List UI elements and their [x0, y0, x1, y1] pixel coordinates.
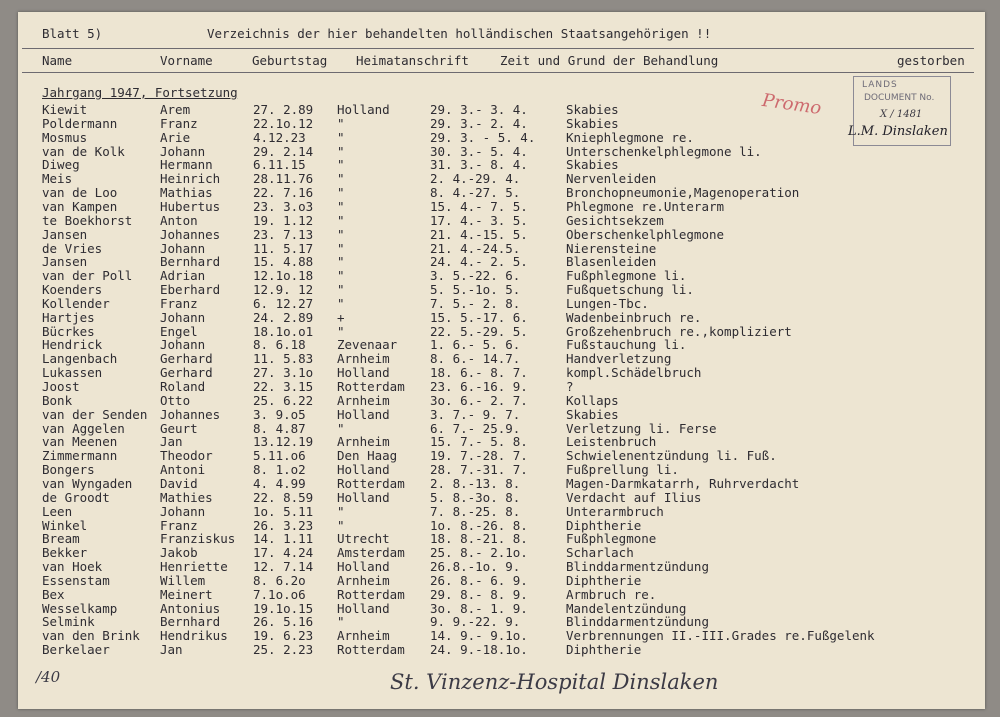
row-heimat: + — [337, 309, 345, 325]
row-heimat: " — [337, 115, 345, 131]
row-grund: Unterschenkelphlegmone li. — [566, 143, 762, 159]
row-grund: Verbrennungen II.-III.Grades re.Fußgelenk — [566, 628, 875, 644]
row-name: Leen — [42, 503, 73, 519]
row-grund: Großzehenbruch re.,kompliziert — [566, 323, 792, 339]
row-zeit: 7. 5.- 2. 8. — [430, 295, 521, 311]
row-grund: Skabies — [566, 157, 619, 173]
row-heimat: " — [337, 420, 345, 436]
row-zeit: 3o. 6.- 2. 7. — [430, 392, 528, 408]
row-vorname: Johann — [160, 503, 206, 519]
row-vorname: Franz — [160, 115, 198, 131]
row-geburtstag: 19. 6.23 — [253, 628, 314, 644]
row-vorname: Adrian — [160, 268, 206, 284]
row-zeit: 29. 3.- 3. 4. — [430, 102, 528, 117]
row-grund: Armbruch re. — [566, 586, 657, 602]
row-vorname: Franziskus — [160, 531, 236, 547]
row-name: Bekker — [42, 545, 88, 561]
row-geburtstag: 4.12.23 — [253, 129, 306, 145]
row-heimat: " — [337, 254, 345, 270]
row-grund: Magen-Darmkatarrh, Ruhrverdacht — [566, 475, 800, 491]
row-heimat: Rotterdam — [337, 586, 405, 602]
row-name: van Meenen — [42, 434, 118, 450]
row-vorname: Engel — [160, 323, 198, 339]
row-geburtstag: 11. 5.17 — [253, 240, 314, 256]
row-name: Bex — [42, 586, 65, 602]
row-zeit: 29. 3. - 5. 4. — [430, 129, 536, 145]
row-zeit: 28. 7.-31. 7. — [430, 462, 528, 478]
row-heimat: " — [337, 517, 345, 533]
row-zeit: 15. 5.-17. 6. — [430, 309, 528, 325]
row-grund: Skabies — [566, 115, 619, 131]
row-zeit: 5. 8.-3o. 8. — [430, 489, 521, 505]
row-heimat: " — [337, 171, 345, 187]
col-header-zeit-grund: Zeit und Grund der Behandlung — [500, 53, 719, 68]
row-geburtstag: 19.1o.15 — [253, 600, 314, 616]
row-name: Bream — [42, 531, 80, 547]
row-zeit: 24. 4.- 2. 5. — [430, 254, 528, 270]
row-vorname: Geurt — [160, 420, 198, 436]
row-vorname: Hendrikus — [160, 628, 228, 644]
row-name: van de Loo — [42, 185, 118, 201]
row-grund: Lungen-Tbc. — [566, 295, 649, 311]
row-name: Mosmus — [42, 129, 88, 145]
row-vorname: Gerhard — [160, 365, 213, 381]
row-geburtstag: 8. 6.2o — [253, 572, 306, 588]
row-geburtstag: 22. 7.16 — [253, 185, 314, 201]
row-geburtstag: 22. 3.15 — [253, 379, 314, 394]
row-geburtstag: 24. 2.89 — [253, 309, 314, 325]
row-grund: Nierensteine — [566, 240, 657, 256]
row-zeit: 23. 6.-16. 9. — [430, 379, 528, 394]
row-geburtstag: 18.1o.o1 — [253, 323, 314, 339]
row-zeit: 9. 9.-22. 9. — [430, 614, 521, 630]
row-heimat: " — [337, 323, 345, 339]
row-geburtstag: 23. 7.13 — [253, 226, 314, 242]
row-heimat: " — [337, 295, 345, 311]
row-zeit: 14. 9.- 9.1o. — [430, 628, 528, 644]
row-grund: Fußphlegmone — [566, 531, 657, 547]
row-grund: Fußphlegmone li. — [566, 268, 687, 284]
row-heimat: " — [337, 157, 345, 173]
row-name: Bonk — [42, 392, 73, 408]
row-name: van den Brink — [42, 628, 140, 644]
row-grund: Skabies — [566, 102, 619, 117]
row-heimat: " — [337, 226, 345, 242]
row-heimat: Holland — [337, 365, 390, 381]
row-name: Bücrkes — [42, 323, 95, 339]
row-name: van Aggelen — [42, 420, 125, 436]
row-zeit: 2. 8.-13. 8. — [430, 475, 521, 491]
row-vorname: Arem — [160, 102, 191, 117]
col-header-gestorben: gestorben — [897, 53, 965, 68]
row-grund: Schwielenentzündung li. Fuß. — [566, 448, 777, 464]
row-name: Selmink — [42, 614, 95, 630]
row-geburtstag: 12.1o.18 — [253, 268, 314, 284]
row-vorname: Roland — [160, 379, 206, 394]
row-zeit: 21. 4.-15. 5. — [430, 226, 528, 242]
row-vorname: Franz — [160, 517, 198, 533]
row-zeit: 24. 9.-18.1o. — [430, 642, 528, 658]
row-vorname: Antonius — [160, 600, 221, 616]
row-heimat: Rotterdam — [337, 475, 405, 491]
row-vorname: Meinert — [160, 586, 213, 602]
row-vorname: Heinrich — [160, 171, 221, 187]
col-header-geburtstag: Geburtstag — [252, 53, 328, 68]
row-name: Jansen — [42, 226, 88, 242]
row-grund: kompl.Schädelbruch — [566, 365, 702, 381]
row-zeit: 21. 4.-24.5. — [430, 240, 521, 256]
row-geburtstag: 6.11.15 — [253, 157, 306, 173]
row-vorname: Willem — [160, 572, 206, 588]
row-geburtstag: 25. 6.22 — [253, 392, 314, 408]
document-title: Verzeichnis der hier behandelten holländischen Staatsangehörigen !! — [207, 26, 712, 41]
row-heimat: Zevenaar — [337, 337, 398, 353]
row-geburtstag: 4. 4.99 — [253, 475, 306, 491]
row-heimat: Holland — [337, 489, 390, 505]
row-geburtstag: 17. 4.24 — [253, 545, 314, 561]
row-name: Essenstam — [42, 572, 110, 588]
row-grund: Blinddarmentzündung — [566, 614, 709, 630]
row-geburtstag: 1o. 5.11 — [253, 503, 314, 519]
row-zeit: 19. 7.-28. 7. — [430, 448, 528, 464]
row-zeit: 7. 8.-25. 8. — [430, 503, 521, 519]
row-name: Bongers — [42, 462, 95, 478]
sheet-number: Blatt 5) — [42, 26, 103, 41]
row-zeit: 26. 8.- 6. 9. — [430, 572, 528, 588]
row-vorname: Mathies — [160, 489, 213, 505]
row-name: Zimmermann — [42, 448, 118, 464]
row-vorname: Mathias — [160, 185, 213, 201]
rule-top — [22, 48, 974, 49]
row-heimat: Utrecht — [337, 531, 390, 547]
row-zeit: 1o. 8.-26. 8. — [430, 517, 528, 533]
row-grund: Fußquetschung li. — [566, 282, 694, 298]
row-heimat: Rotterdam — [337, 379, 405, 394]
row-geburtstag: 19. 1.12 — [253, 212, 314, 228]
row-heimat: " — [337, 268, 345, 284]
rule-header — [22, 72, 974, 73]
row-heimat: " — [337, 614, 345, 630]
row-name: Diweg — [42, 157, 80, 173]
row-name: te Boekhorst — [42, 212, 133, 228]
row-heimat: Holland — [337, 102, 390, 117]
row-heimat: Arnheim — [337, 392, 390, 408]
row-grund: Fußprellung li. — [566, 462, 679, 478]
row-heimat: Holland — [337, 462, 390, 478]
row-geburtstag: 22. 8.59 — [253, 489, 314, 505]
row-geburtstag: 28.11.76 — [253, 171, 314, 187]
row-name: van Wyngaden — [42, 475, 133, 491]
row-heimat: Arnheim — [337, 628, 390, 644]
row-geburtstag: 8. 4.87 — [253, 420, 306, 436]
stamp-line1: LANDS — [862, 80, 898, 90]
row-vorname: Johannes — [160, 226, 221, 242]
row-grund: Skabies — [566, 406, 619, 422]
row-geburtstag: 25. 2.23 — [253, 642, 314, 658]
row-heimat: " — [337, 282, 345, 298]
row-zeit: 15. 7.- 5. 8. — [430, 434, 528, 450]
col-header-name: Name — [42, 53, 73, 68]
row-name: van Kampen — [42, 198, 118, 214]
row-vorname: Bernhard — [160, 254, 221, 270]
row-zeit: 22. 5.-29. 5. — [430, 323, 528, 339]
stamp-signature: L.M. Dinslaken — [848, 124, 948, 139]
row-grund: Kniephlegmone re. — [566, 129, 694, 145]
row-zeit: 8. 4.-27. 5. — [430, 185, 521, 201]
row-vorname: Jan — [160, 642, 183, 658]
row-geburtstag: 26. 5.16 — [253, 614, 314, 630]
row-vorname: Henriette — [160, 559, 228, 575]
row-zeit: 30. 3.- 5. 4. — [430, 143, 528, 159]
row-heimat: Holland — [337, 406, 390, 422]
row-grund: Kollaps — [566, 392, 619, 408]
row-geburtstag: 8. 1.o2 — [253, 462, 306, 478]
row-heimat: " — [337, 503, 345, 519]
row-geburtstag: 27. 3.1o — [253, 365, 314, 381]
row-grund: Verdacht auf Ilius — [566, 489, 702, 505]
row-zeit: 29. 8.- 8. 9. — [430, 586, 528, 602]
col-header-heimat: Heimatanschrift — [356, 53, 469, 68]
row-name: Wesselkamp — [42, 600, 118, 616]
row-name: Jansen — [42, 254, 88, 270]
row-vorname: Johann — [160, 337, 206, 353]
row-grund: Nervenleiden — [566, 171, 657, 187]
row-name: van der Poll — [42, 268, 133, 284]
row-heimat: Arnheim — [337, 351, 390, 367]
row-vorname: Johann — [160, 143, 206, 159]
row-geburtstag: 15. 4.88 — [253, 254, 314, 270]
row-geburtstag: 22.1o.12 — [253, 115, 314, 131]
row-vorname: Eberhard — [160, 282, 221, 298]
row-zeit: 8. 6.- 14.7. — [430, 351, 521, 367]
row-vorname: Otto — [160, 392, 191, 408]
row-name: Poldermann — [42, 115, 118, 131]
row-name: Winkel — [42, 517, 88, 533]
row-geburtstag: 26. 3.23 — [253, 517, 314, 533]
row-vorname: Jan — [160, 434, 183, 450]
row-grund: Bronchopneumonie,Magenoperation — [566, 185, 800, 201]
row-grund: Mandelentzündung — [566, 600, 687, 616]
row-heimat: " — [337, 129, 345, 145]
row-name: van der Senden — [42, 406, 148, 422]
row-name: Hartjes — [42, 309, 95, 325]
row-geburtstag: 23. 3.o3 — [253, 198, 314, 214]
page-number: /40 — [36, 668, 61, 686]
row-name: Koenders — [42, 282, 103, 298]
row-geburtstag: 13.12.19 — [253, 434, 314, 450]
row-geburtstag: 27. 2.89 — [253, 102, 314, 117]
row-zeit: 5. 5.-1o. 5. — [430, 282, 521, 298]
row-vorname: Antoni — [160, 462, 206, 478]
row-vorname: Jakob — [160, 545, 198, 561]
row-heimat: " — [337, 185, 345, 201]
row-geburtstag: 29. 2.14 — [253, 143, 314, 159]
row-vorname: Arie — [160, 129, 191, 145]
row-zeit: 29. 3.- 2. 4. — [430, 115, 528, 131]
stamp-line2: DOCUMENT No. — [864, 93, 935, 103]
row-grund: Phlegmone re.Unterarm — [566, 198, 725, 214]
row-grund: Diphtherie — [566, 517, 642, 533]
row-geburtstag: 7.1o.o6 — [253, 586, 306, 602]
row-zeit: 3o. 8.- 1. 9. — [430, 600, 528, 616]
row-grund: Verletzung li. Ferse — [566, 420, 717, 436]
hospital-signature: St. Vinzenz-Hospital Dinslaken — [390, 670, 719, 694]
row-grund: Blinddarmentzündung — [566, 559, 709, 575]
row-vorname: Hubertus — [160, 198, 221, 214]
row-vorname: Johann — [160, 240, 206, 256]
row-vorname: Johannes — [160, 406, 221, 422]
row-vorname: David — [160, 475, 198, 491]
section-heading: Jahrgang 1947, Fortsetzung — [42, 85, 238, 100]
row-zeit: 3. 7.- 9. 7. — [430, 406, 521, 422]
row-heimat: Den Haag — [337, 448, 398, 464]
row-geburtstag: 3. 9.o5 — [253, 406, 306, 422]
row-heimat: " — [337, 143, 345, 159]
row-zeit: 18. 8.-21. 8. — [430, 531, 528, 547]
row-zeit: 26.8.-1o. 9. — [430, 559, 521, 575]
row-zeit: 1. 6.- 5. 6. — [430, 337, 521, 353]
row-grund: Diphtherie — [566, 642, 642, 658]
row-name: Kollender — [42, 295, 110, 311]
row-zeit: 18. 6.- 8. 7. — [430, 365, 528, 381]
row-heimat: Holland — [337, 600, 390, 616]
row-zeit: 25. 8.- 2.1o. — [430, 545, 528, 561]
row-name: de Vries — [42, 240, 103, 256]
row-vorname: Johann — [160, 309, 206, 325]
row-vorname: Anton — [160, 212, 198, 228]
row-heimat: Arnheim — [337, 434, 390, 450]
row-name: van de Kolk — [42, 143, 125, 159]
row-heimat: Amsterdam — [337, 545, 405, 561]
row-name: Hendrick — [42, 337, 103, 353]
row-grund: Gesichtsekzem — [566, 212, 664, 228]
row-name: Berkelaer — [42, 642, 110, 658]
row-name: Langenbach — [42, 351, 118, 367]
row-geburtstag: 8. 6.18 — [253, 337, 306, 353]
row-grund: Scharlach — [566, 545, 634, 561]
row-vorname: Franz — [160, 295, 198, 311]
row-geburtstag: 12. 7.14 — [253, 559, 314, 575]
row-vorname: Theodor — [160, 448, 213, 464]
archive-stamp — [848, 76, 951, 146]
row-grund: Oberschenkelphlegmone — [566, 226, 725, 242]
row-heimat: " — [337, 240, 345, 256]
row-name: van Hoek — [42, 559, 103, 575]
row-name: Lukassen — [42, 365, 103, 381]
row-grund: Diphtherie — [566, 572, 642, 588]
row-vorname: Gerhard — [160, 351, 213, 367]
row-heimat: Rotterdam — [337, 642, 405, 658]
row-grund: Wadenbeinbruch re. — [566, 309, 702, 325]
row-heimat: Arnheim — [337, 572, 390, 588]
row-zeit: 6. 7.- 25.9. — [430, 420, 521, 436]
red-handwritten-mark: Promo — [760, 89, 823, 120]
row-grund: Blasenleiden — [566, 254, 657, 270]
row-grund: Unterarmbruch — [566, 503, 664, 519]
row-geburtstag: 11. 5.83 — [253, 351, 314, 367]
col-header-vorname: Vorname — [160, 53, 213, 68]
row-geburtstag: 5.11.o6 — [253, 448, 306, 464]
row-grund: ? — [566, 379, 574, 394]
row-zeit: 15. 4.- 7. 5. — [430, 198, 528, 214]
stamp-number: X / 1481 — [880, 109, 923, 120]
row-heimat: " — [337, 212, 345, 228]
row-name: de Groodt — [42, 489, 110, 505]
row-geburtstag: 12.9. 12 — [253, 282, 314, 298]
row-heimat: " — [337, 198, 345, 214]
row-name: Kiewit — [42, 102, 88, 117]
row-name: Joost — [42, 379, 80, 394]
row-vorname: Bernhard — [160, 614, 221, 630]
row-zeit: 31. 3.- 8. 4. — [430, 157, 528, 173]
row-zeit: 17. 4.- 3. 5. — [430, 212, 528, 228]
row-grund: Handverletzung — [566, 351, 672, 367]
row-heimat: Holland — [337, 559, 390, 575]
row-vorname: Hermann — [160, 157, 213, 173]
row-zeit: 2. 4.-29. 4. — [430, 171, 521, 187]
row-zeit: 3. 5.-22. 6. — [430, 268, 521, 284]
row-grund: Fußstauchung li. — [566, 337, 687, 353]
row-grund: Leistenbruch — [566, 434, 657, 450]
row-geburtstag: 6. 12.27 — [253, 295, 314, 311]
row-geburtstag: 14. 1.11 — [253, 531, 314, 547]
row-name: Meis — [42, 171, 73, 187]
